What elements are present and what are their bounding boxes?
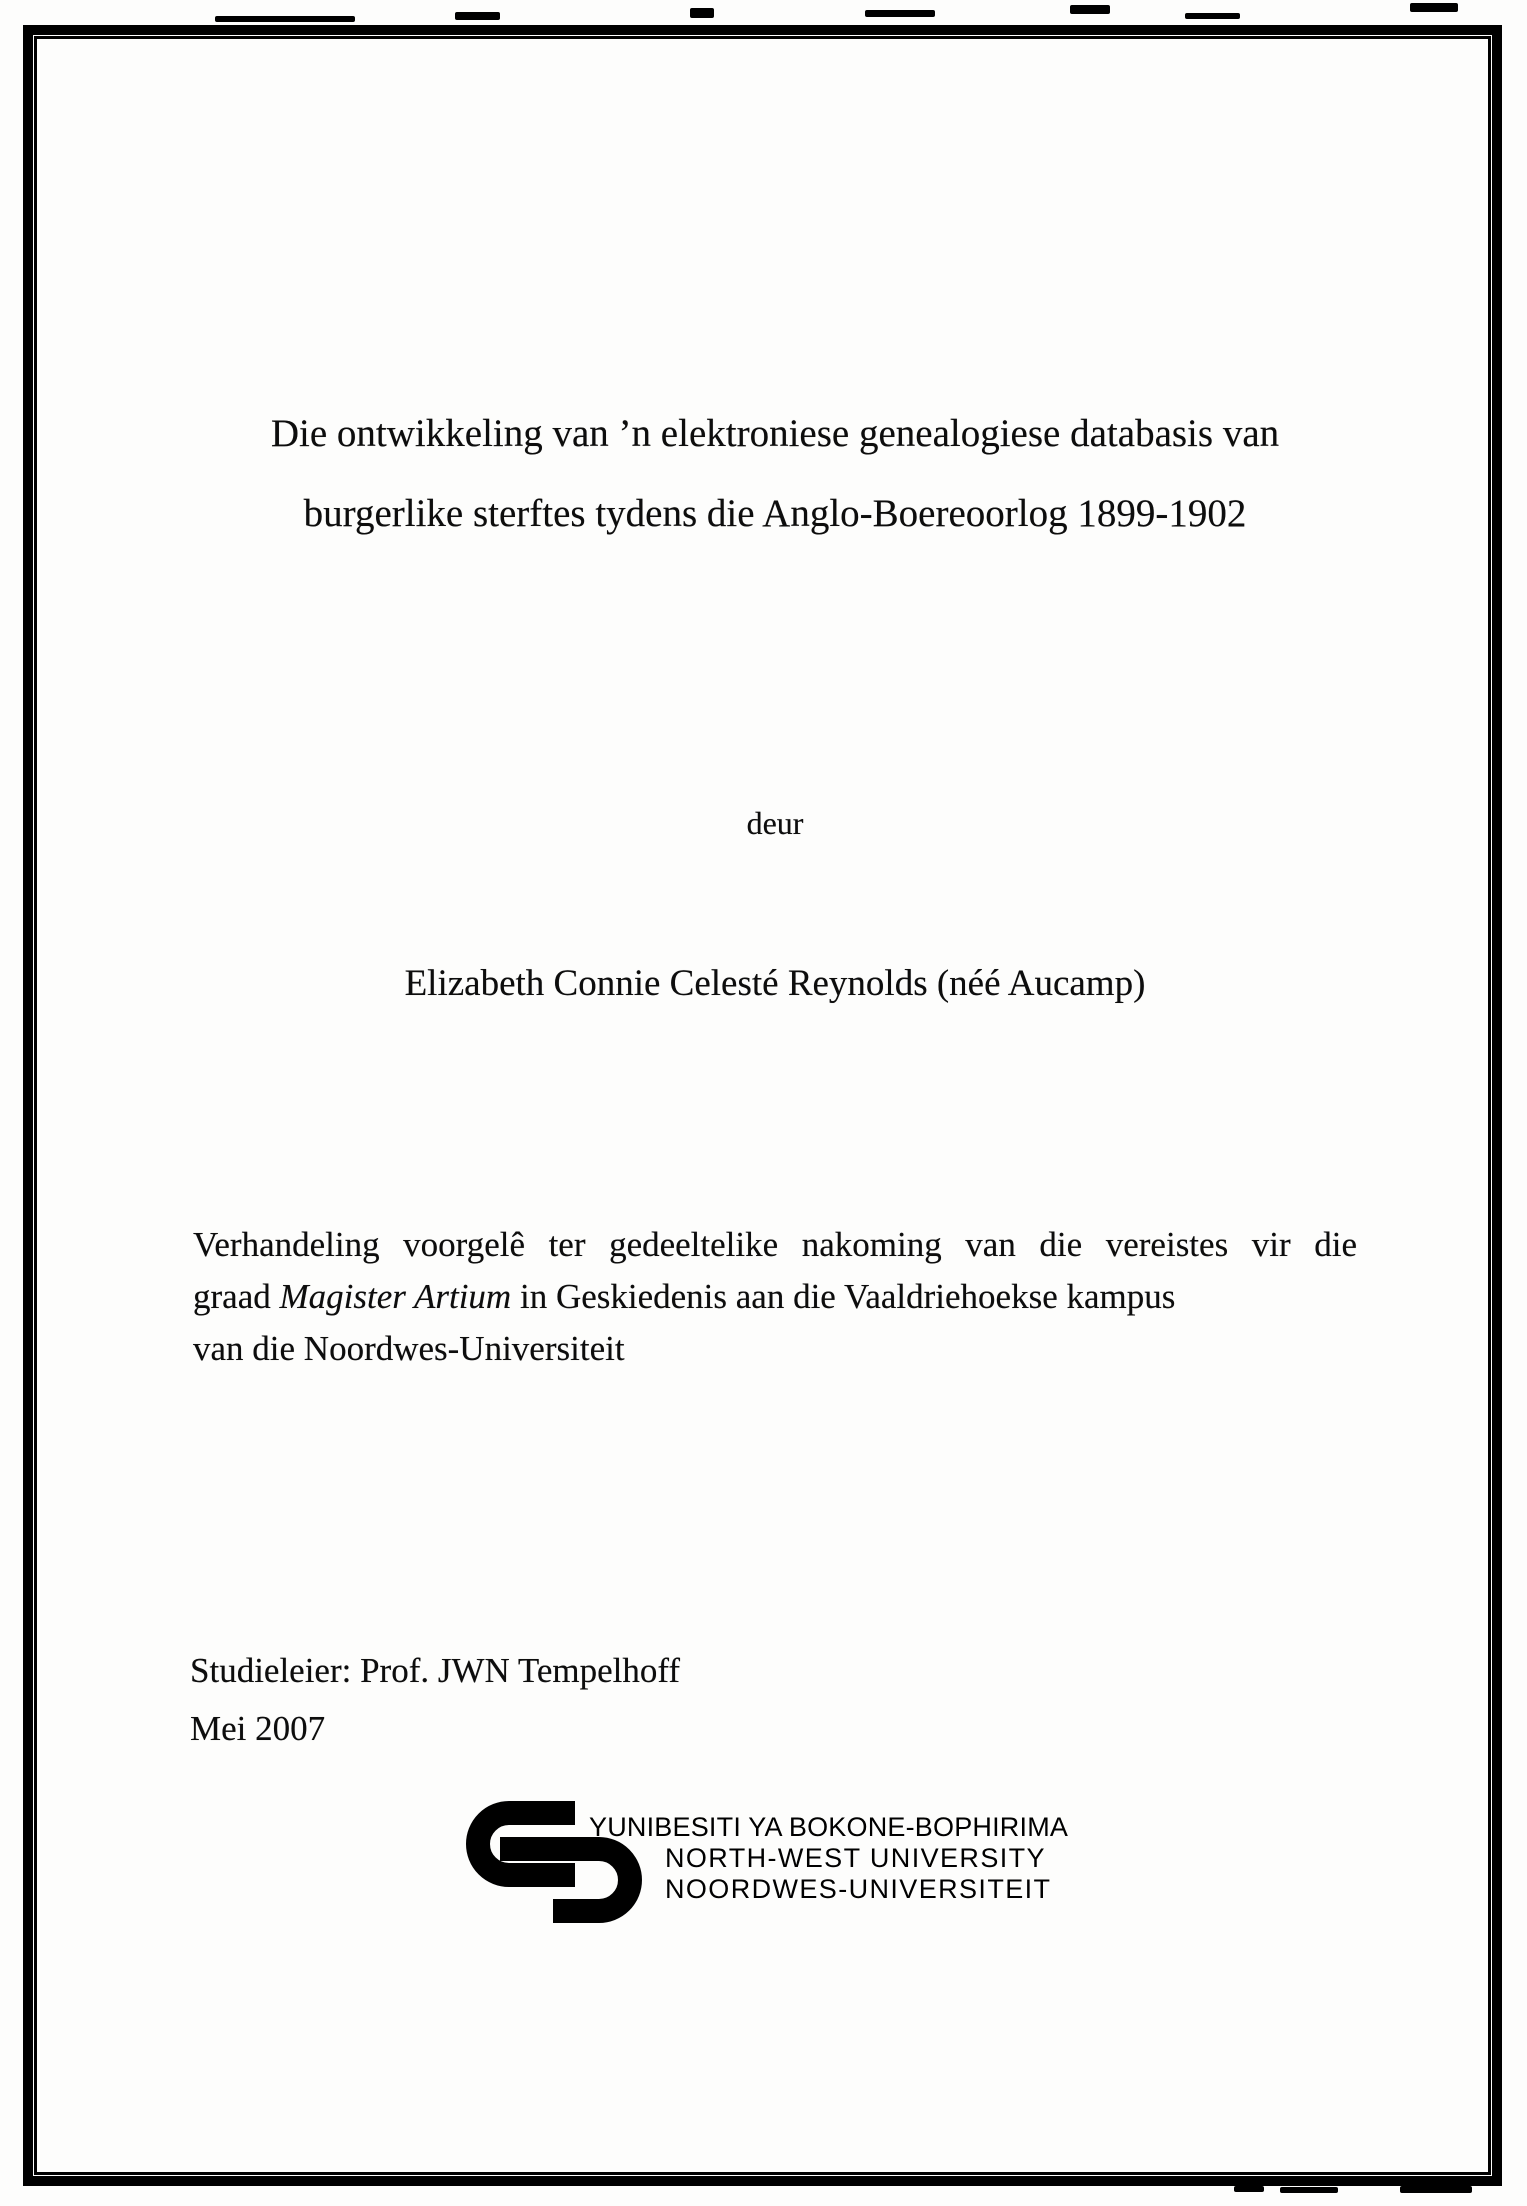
scan-artifact-dash [215,16,355,22]
logo-line-english: NORTH-WEST UNIVERSITY [665,1843,1046,1873]
degree-name-italic: Magister Artium [279,1277,512,1316]
scan-artifact-dash [1280,2187,1338,2193]
statement-line-2 [193,1271,1357,1323]
supervisor-block [190,1642,680,1758]
byline-label: deur [746,805,804,841]
scan-artifact-dash [1185,13,1240,19]
nwu-logo-text [589,1812,1068,1905]
scan-artifact-dash [1410,3,1458,12]
scan-artifact-dash [1234,2186,1264,2192]
date-line: Mei 2007 [190,1709,326,1748]
statement-line-3: van die Noordwes-Universiteit [193,1329,625,1368]
scan-artifact-dash [690,8,714,18]
statement-line-2-prefix: graad [193,1277,280,1316]
scan-artifact-dash [1400,2186,1472,2193]
scan-artifact-dash [1070,5,1110,14]
title-line-2: burgerlike sterftes tydens die Anglo-Boereoorlog 1899-1902 [303,492,1247,535]
scan-artifact-dash [865,10,935,17]
statement-line-1: Verhandeling voorgelê ter gedeeltelike nakoming van die vereistes vir die [193,1225,1357,1264]
supervisor-line: Studieleier: Prof. JWN Tempelhoff [190,1651,681,1690]
thesis-statement [193,1219,1357,1375]
logo-line-setswana: YUNIBESITI YA BOKONE-BOPHIRIMA [589,1812,1069,1842]
scan-artifact-dash [455,12,500,20]
thesis-title [195,394,1355,554]
title-line-1: Die ontwikkeling van ’n elektroniese genealogiese databasis van [270,412,1280,455]
logo-line-afrikaans: NOORDWES-UNIVERSITEIT [665,1874,1052,1904]
statement-line-2-suffix: in Geskiedenis aan die Vaaldriehoekse kampus [511,1277,1176,1316]
author-name: Elizabeth Connie Celesté Reynolds (néé Aucamp) [404,963,1146,1004]
